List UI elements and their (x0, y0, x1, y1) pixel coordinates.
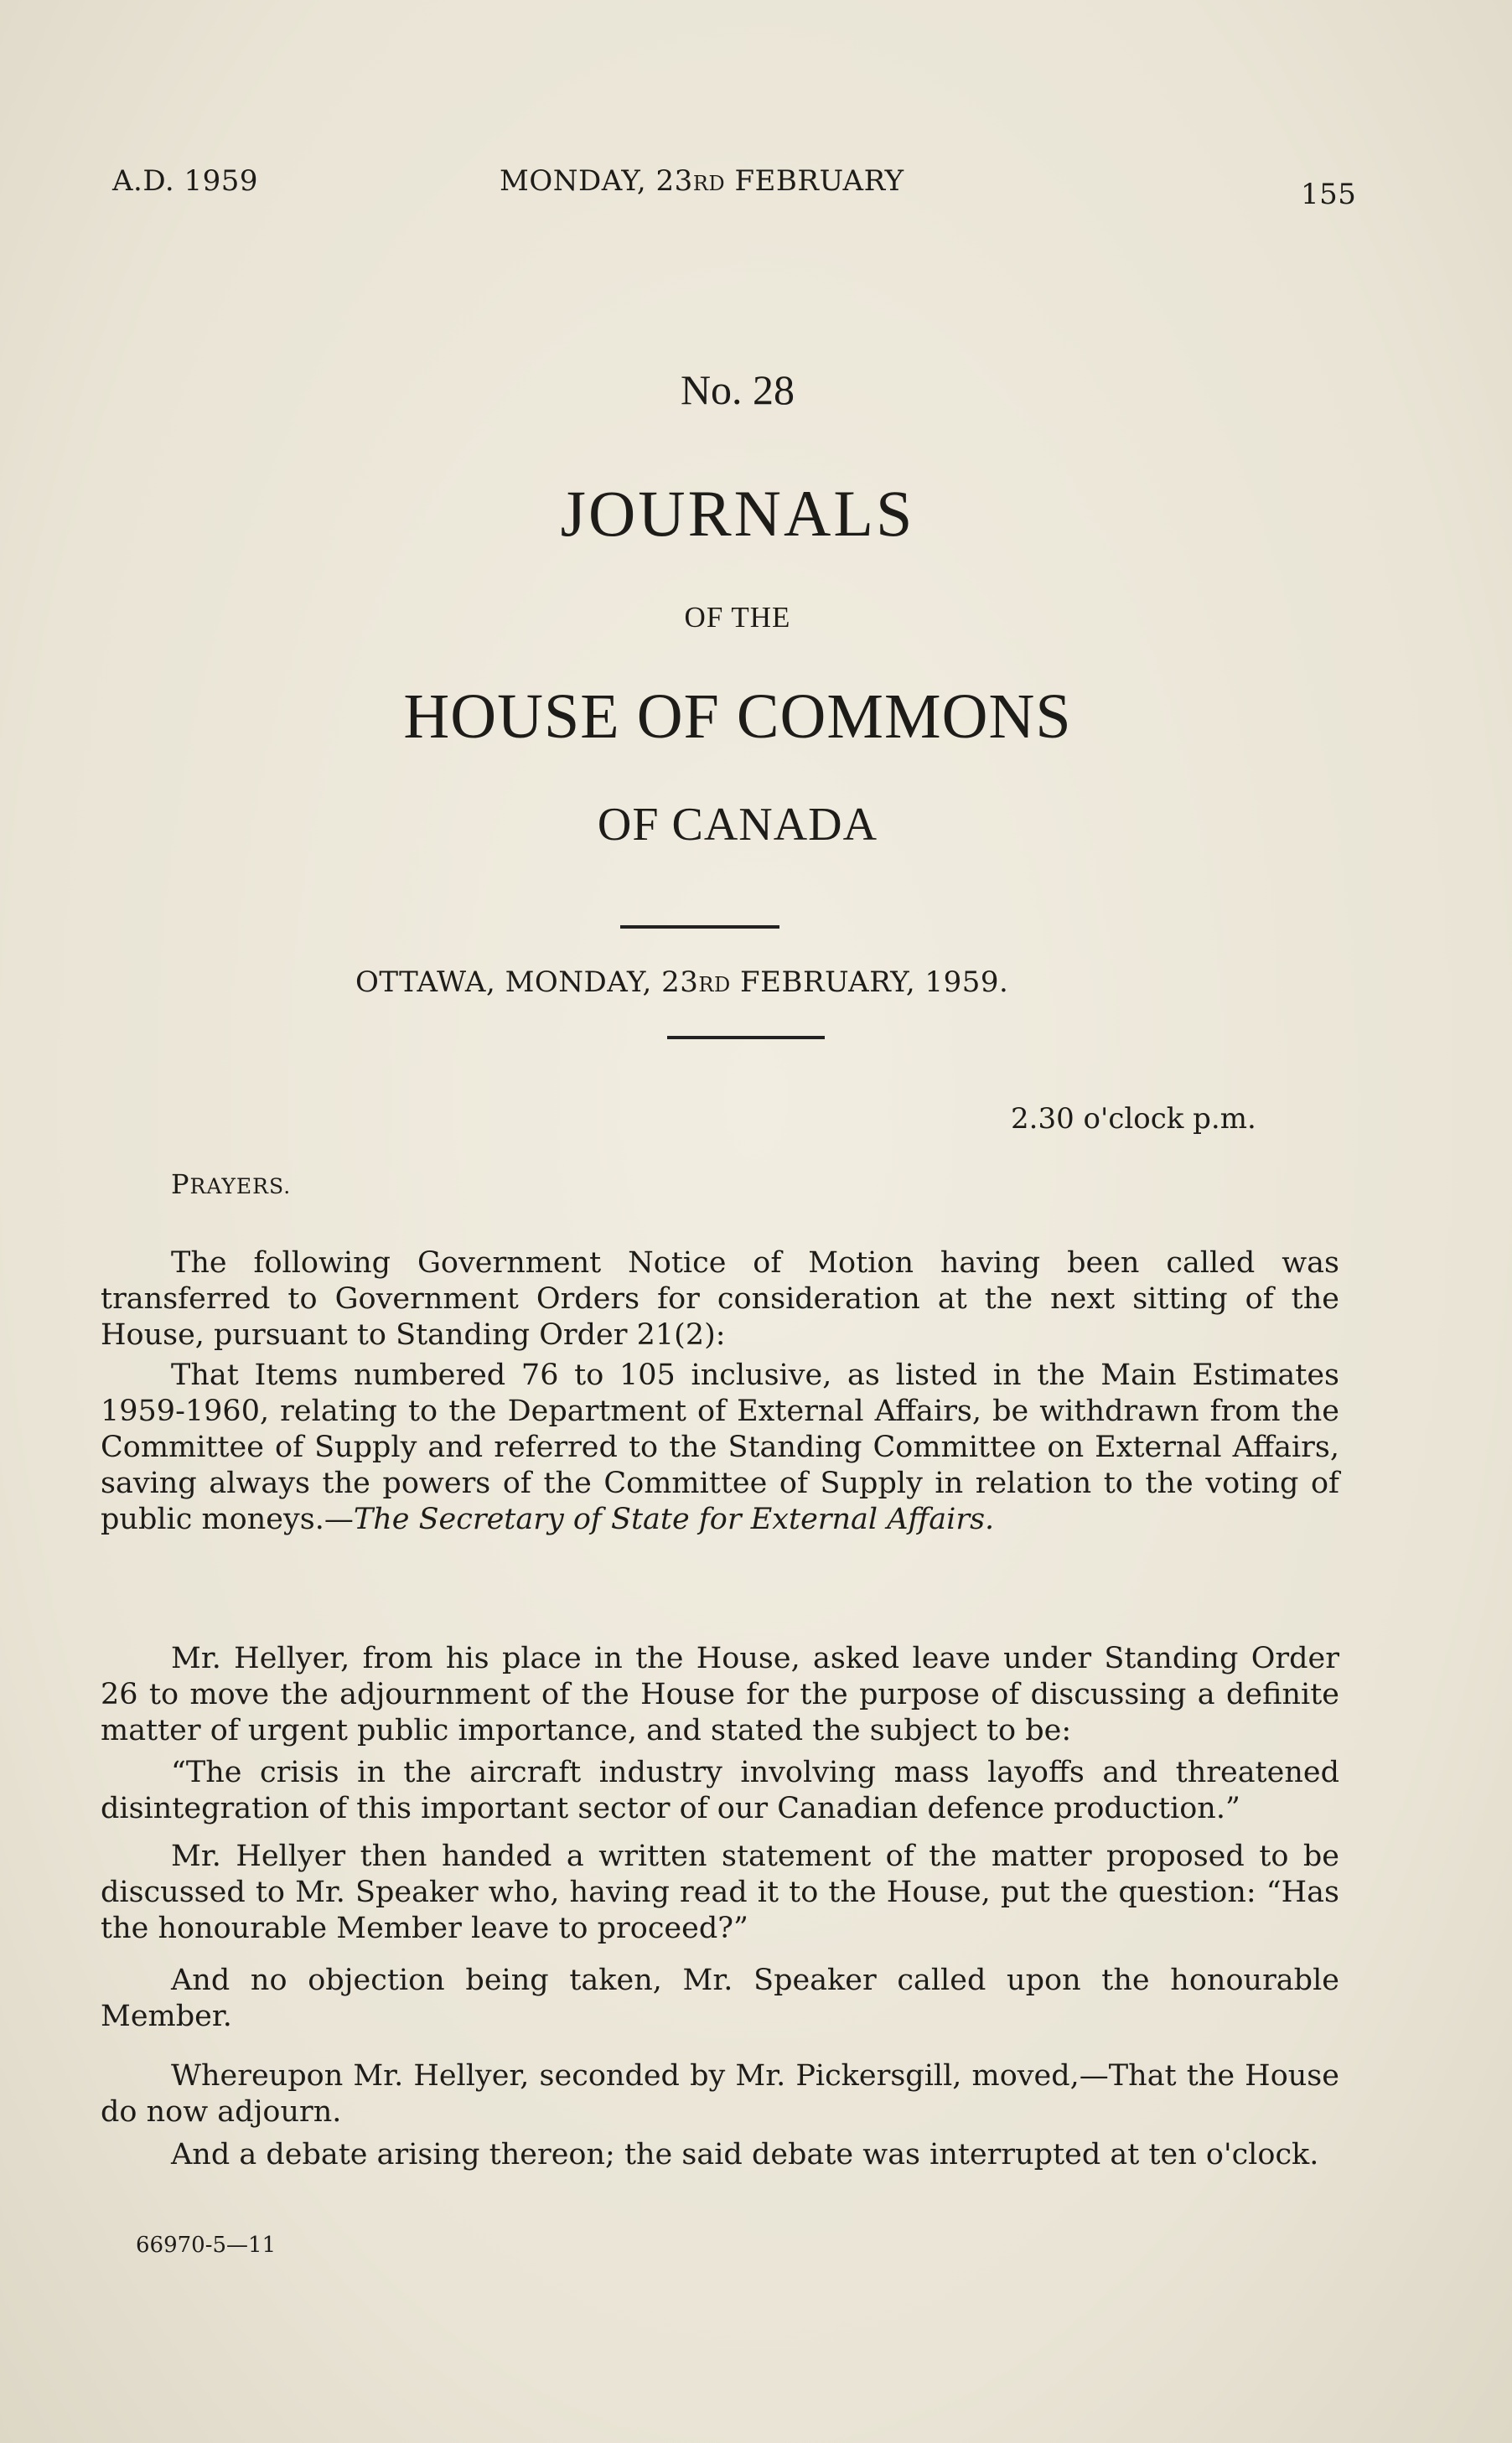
moved-text: Whereupon Mr. Hellyer, seconded by Mr. Pickersgill, moved,—That the House do now adjourn. (101, 2059, 1339, 2129)
header-date-ordinal: RD (692, 172, 726, 195)
dateline-ordinal: RD (698, 973, 731, 996)
prayers-heading (171, 1168, 291, 1200)
header-date (500, 164, 904, 198)
statement-text: Mr. Hellyer then handed a written statement of the matter proposed to be discussed to Mr. Speaker who, having read it to the House, put the question: “Has the honourable Member leave to proceed?” (101, 1840, 1339, 1945)
subject-quote-text: “The crisis in the aircraft industry involving mass layoffs and threatened disintegration of this important sector of our Canadian defence production.” (101, 1756, 1339, 1825)
sitting-time: 2.30 o'clock p.m. (1011, 1102, 1256, 1136)
motion-body: That Items numbered 76 to 105 inclusive, as listed in the Main Estimates 1959-1960, relating to the Department of External Affairs, be withdrawn from the Committee of Supply and referred to the Standing Committee on External Affairs, saving always the powers of the Committee of Supply in relation to the voting of public moneys.— (101, 1359, 1339, 1536)
dateline-day: OTTAWA, MONDAY, 23 (355, 965, 699, 999)
motion-paragraph (101, 1358, 1339, 1538)
header-date-day: MONDAY, 23 (500, 164, 693, 198)
moved-paragraph (101, 2058, 1339, 2130)
subject-quote-paragraph (101, 1755, 1339, 1827)
hellyer-request-text: Mr. Hellyer, from his place in the House, asked leave under Standing Order 26 to move the adjournment of the House for the purpose of discussing a definite matter of urgent public importance, and stated the subject to be: (101, 1642, 1339, 1747)
notice-paragraph (101, 1245, 1339, 1353)
debate-text: And a debate arising thereon; the said debate was interrupted at ten o'clock. (171, 2138, 1319, 2171)
no-objection-text: And no objection being taken, Mr. Speaker called upon the honourable Member. (101, 1964, 1339, 2033)
no-objection-paragraph (101, 1963, 1339, 2035)
motion-text (101, 1358, 1339, 1538)
prayers-initial: P (171, 1168, 190, 1200)
hellyer-request-paragraph (101, 1641, 1339, 1749)
issue-number: No. 28 (680, 366, 795, 413)
debate-paragraph (101, 2137, 1339, 2173)
header-date-month: FEBRUARY (725, 164, 904, 198)
notice-text: The following Government Notice of Motion having been called was transferred to Government Orders for consideration at the next sitting of the House, pursuant to Standing Order 21(2): (101, 1246, 1339, 1352)
title-house-of-commons: HOUSE OF COMMONS (403, 681, 1072, 752)
motion-signature: The Secretary of State for External Affairs. (353, 1503, 995, 1536)
divider-rule (620, 925, 779, 929)
header-year: A.D. 1959 (112, 164, 259, 198)
prayers-rest: RAYERS. (189, 1174, 292, 1198)
sitting-dateline (355, 965, 1008, 999)
title-journals: JOURNALS (560, 477, 915, 550)
title-of-the: OF THE (684, 601, 791, 634)
title-of-canada: OF CANADA (597, 799, 878, 851)
print-code: 66970-5—11 (136, 2233, 277, 2258)
statement-paragraph (101, 1839, 1339, 1947)
divider-rule (667, 1036, 825, 1039)
page-number: 155 (1301, 178, 1357, 211)
dateline-month-year: FEBRUARY, 1959. (730, 965, 1009, 999)
